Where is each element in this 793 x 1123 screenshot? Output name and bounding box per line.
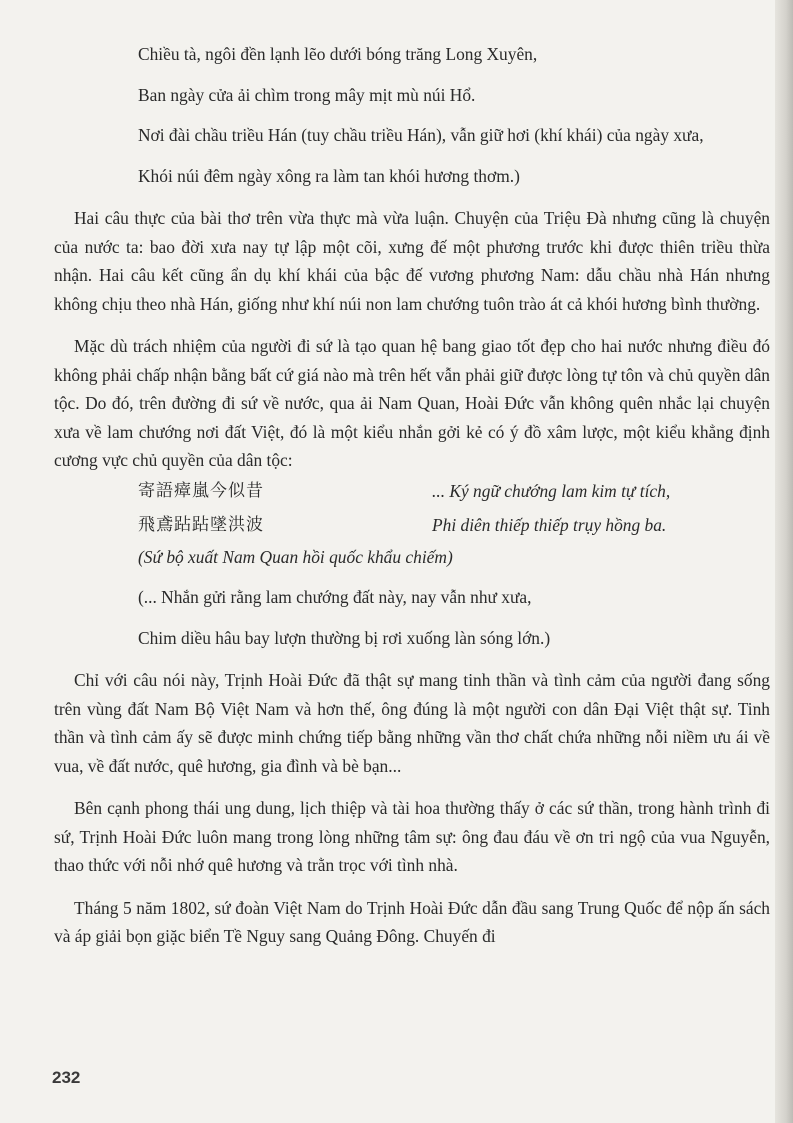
poem-han-text: 飛鳶跕跕墜洪波 [138,515,264,536]
verse-translation-1 [138,40,770,190]
paragraph: Mặc dù trách nhiệm của người đi sứ là tạo quan hệ bang giao tốt đẹp cho hai nước nhưng điều đó không phải chấp nhận bằng bất cứ giá nào mà trên hết vẫn phải giữ được lòng tự tôn và chủ quyền dân tộc. Do đó, trên đường đi sứ về nước, qua ải Nam Quan, Hoài Đức vẫn không quên nhắc lại chuyện xưa về lam chướng nơi đất Việt, đó là một kiểu nhắn gởi kẻ có ý đồ xâm lược, một kiểu khẳng định cương vực chủ quyền của dân tộc: [54,336,770,470]
poem-transliteration: ... Ký ngữ chướng lam kim tự tích, [432,481,671,502]
paragraph: Hai câu thực của bài thơ trên vừa thực mà vừa luận. Chuyện của Triệu Đà nhưng cũng là chuyện của nước ta: bao đời xưa nay tự lập một cõi, xưng đế một phương trước khi được thiên triều thừa nhận. Hai câu kết cũng ẩn dụ khí khái của bậc đế vương phương Nam: dẫu chầu nhà Hán nhưng không chịu theo nhà Hán, giống như khí núi non lam chướng tuôn trào át cả khói hương bình thường. [54,208,770,314]
verse-line: Nơi đài chầu triều Hán (tuy chầu triều Hán), vẫn giữ hơi (khí khái) của ngày xưa, [138,125,704,145]
poem-row [138,475,770,509]
page-body [54,40,770,965]
verse-line: (... Nhắn gửi rằng lam chướng đất này, nay vẫn như xưa, [138,587,532,607]
page-number: 232 [52,1068,81,1087]
paragraph: Chỉ với câu nói này, Trịnh Hoài Đức đã thật sự mang tinh thần và tình cảm của người đang sống trên vùng đất Nam Bộ Việt Nam và hơn thế, ông đúng là một người con dân Đại Việt thật sự. Tinh thần và tình cảm ấy sẽ được minh chứng tiếp bằng những vần thơ chất chứa những nỗi niềm ưu ái về vua, về đất nước, quê hương, gia đình và bè bạn... [54,670,770,776]
verse-line: Chim diều hâu bay lượn thường bị rơi xuống làn sóng lớn.) [138,627,551,648]
verse-line: Ban ngày cửa ải chìm trong mây mịt mù núi Hổ. [138,84,476,105]
paragraph: Tháng 5 năm 1802, sứ đoàn Việt Nam do Trịnh Hoài Đức dẫn đầu sang Trung Quốc để nộp ấn sách và áp giải bọn giặc biển Tề Nguy sang Quảng Đông. Chuyến đi [54,897,770,946]
poem-block [138,475,770,653]
page-edge-shadow [775,0,793,1123]
poem-han-text: 寄語瘴嵐今似昔 [138,481,264,502]
paragraph: Bên cạnh phong thái ung dung, lịch thiệp và tài hoa thường thấy ở các sứ thần, trong hành trình đi sứ, Trịnh Hoài Đức luôn mang trong lòng những tâm sự: ông đau đáu về ơn tri ngộ của vua Nguyễn, thao thức với nỗi nhớ quê hương và trằn trọc với tình nhà. [54,798,770,875]
verse-line: Chiều tà, ngôi đền lạnh lẽo dưới bóng trăng Long Xuyên, [138,44,538,64]
poem-transliteration: Phi diên thiếp thiếp trụy hồng ba. [432,515,667,536]
verse-line: Khói núi đêm ngày xông ra làm tan khói hương thơm.) [138,165,520,186]
verse-translation-2 [138,583,770,652]
poem-source: (Sứ bộ xuất Nam Quan hồi quốc khẩu chiếm) [138,546,453,567]
poem-row [138,509,770,543]
